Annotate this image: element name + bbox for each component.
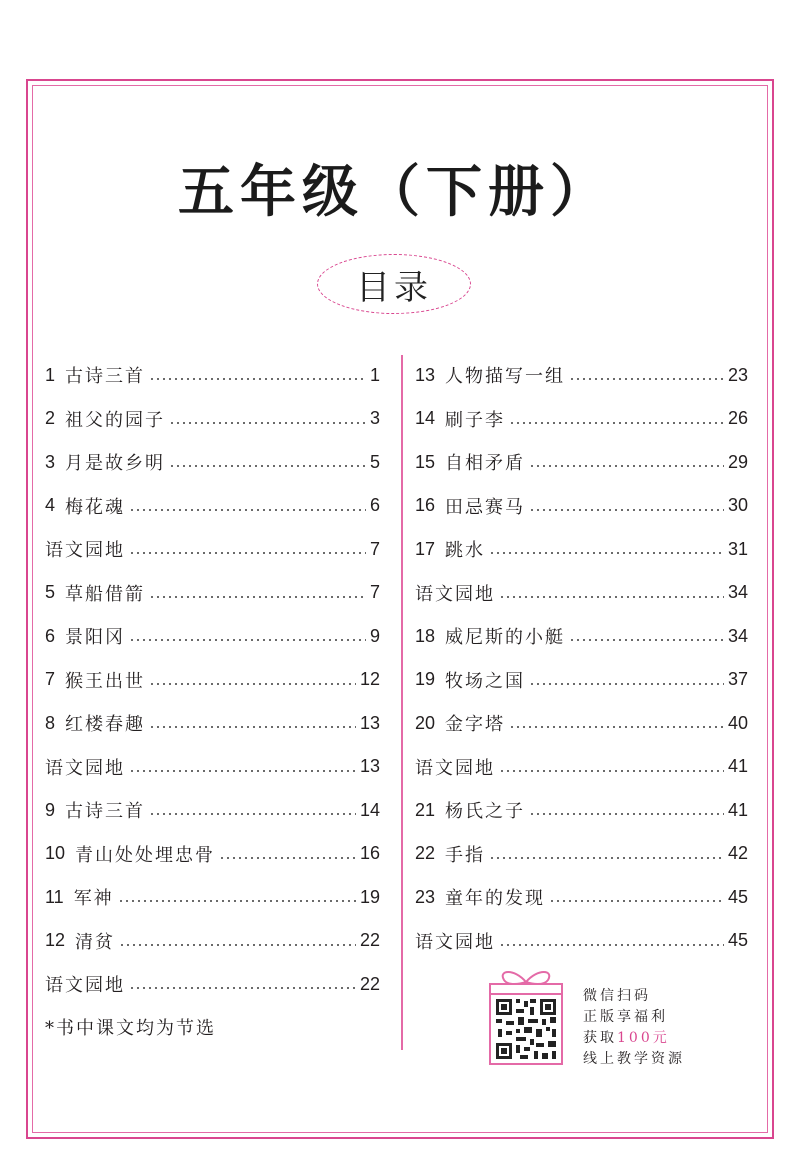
toc-entry-number: 5	[45, 582, 56, 602]
toc-entry[interactable]	[415, 795, 748, 825]
toc-entry-title: 牧场之国	[445, 670, 526, 692]
toc-leader-dots	[569, 378, 724, 380]
toc-entry-page: 30	[727, 495, 748, 515]
toc-entry[interactable]	[415, 534, 748, 564]
toc-entry-title: 语文园地	[45, 975, 125, 996]
toc-leader-dots	[529, 509, 724, 511]
toc-entry-page: 41	[727, 756, 748, 776]
toc-leader-dots	[149, 596, 366, 598]
toc-entry-title: 金字塔	[445, 714, 506, 735]
toc-entry-number: 2	[45, 408, 56, 428]
toc-entry[interactable]	[45, 621, 380, 651]
toc-entry[interactable]	[45, 404, 380, 434]
toc-entry[interactable]	[45, 969, 380, 999]
toc-entry[interactable]	[45, 447, 380, 477]
toc-entry-title: 手指	[445, 844, 486, 866]
toc-entry-title: 语文园地	[45, 540, 125, 561]
toc-entry[interactable]	[45, 360, 380, 390]
qr-line-2: 正版享福利	[583, 1009, 668, 1025]
toc-leader-dots	[569, 639, 724, 641]
toc-entry[interactable]	[415, 491, 748, 521]
toc-entry-title: 景阳冈	[65, 627, 126, 648]
toc-entry-number: 19	[415, 669, 436, 689]
toc-entry-page: 7	[369, 582, 380, 602]
toc-entry-title: 梅花魂	[65, 496, 126, 518]
toc-entry-title: 军神	[73, 888, 114, 909]
toc-entry-title: 古诗三首	[65, 801, 146, 822]
toc-entry-page: 14	[359, 799, 380, 820]
toc-entry-title: 语文园地	[415, 757, 495, 779]
toc-entry-title: 草船借箭	[65, 583, 146, 605]
toc-entry-page: 45	[727, 886, 748, 907]
column-divider	[401, 355, 403, 1050]
toc-entry-title: 祖父的园子	[65, 409, 166, 431]
footnote: *书中课文均为节选	[45, 1018, 216, 1039]
toc-leader-dots	[149, 726, 356, 728]
toc-entry-page: 34	[727, 625, 748, 646]
toc-entry-number: 1	[45, 364, 56, 385]
toc-entry-title: 清贫	[75, 931, 116, 953]
toc-entry-number: 4	[45, 495, 56, 515]
toc-entry-number: 10	[45, 843, 66, 863]
qr-line-3	[583, 1028, 685, 1049]
toc-entry[interactable]	[45, 752, 380, 782]
qr-line-4: 线上教学资源	[583, 1051, 685, 1067]
qr-promo-text	[583, 986, 685, 1070]
toc-entry[interactable]	[415, 447, 748, 477]
toc-entry[interactable]	[45, 534, 380, 564]
toc-leader-dots	[119, 944, 356, 946]
toc-entry[interactable]	[45, 926, 380, 956]
toc-leader-dots	[489, 857, 724, 859]
toc-entry-number: 15	[415, 451, 436, 472]
toc-entry-number: 13	[415, 364, 436, 385]
toc-entry-title: 青山处处埋忠骨	[75, 844, 216, 866]
page-title: 五年级（下册）	[178, 160, 612, 225]
toc-entry-page: 5	[369, 451, 380, 472]
toc-entry-page: 40	[727, 712, 748, 733]
toc-entry-number: 6	[45, 625, 56, 646]
toc-entry-number: 23	[415, 886, 436, 907]
toc-entry-page: 7	[369, 538, 380, 559]
toc-entry-page: 31	[727, 538, 748, 559]
toc-entry[interactable]	[45, 665, 380, 695]
toc-leader-dots	[499, 596, 724, 598]
toc-entry-title: 自相矛盾	[445, 453, 526, 474]
toc-leader-dots	[129, 509, 366, 511]
toc-entry-title: 红楼春趣	[65, 714, 146, 735]
toc-leader-dots	[549, 900, 724, 902]
toc-leader-dots	[169, 465, 366, 467]
qr-line-3-highlight: 100元	[617, 1030, 670, 1046]
toc-entry[interactable]	[415, 882, 748, 912]
toc-entry-title: 童年的发现	[445, 888, 546, 909]
toc-entry[interactable]	[415, 752, 748, 782]
toc-entry-page: 1	[369, 364, 380, 385]
toc-entry[interactable]	[45, 795, 380, 825]
toc-entry-number: 21	[415, 799, 436, 820]
toc-entry-page: 29	[727, 451, 748, 472]
toc-leader-dots	[149, 813, 356, 815]
toc-badge	[317, 254, 471, 314]
toc-entry-number: 17	[415, 538, 436, 559]
toc-leader-dots	[129, 552, 366, 554]
qr-line-1: 微信扫码	[583, 988, 651, 1004]
toc-leader-dots	[529, 465, 724, 467]
toc-entry-page: 34	[727, 582, 748, 602]
toc-entry-page: 16	[359, 843, 380, 863]
toc-entry[interactable]	[415, 926, 748, 956]
toc-entry-page: 19	[359, 886, 380, 907]
toc-entry-number: 20	[415, 712, 436, 733]
toc-entry-page: 42	[727, 843, 748, 863]
toc-entry-title: 语文园地	[415, 583, 495, 605]
toc-leader-dots	[499, 944, 724, 946]
toc-entry-title: 田忌赛马	[445, 496, 526, 518]
gift-qr-icon[interactable]	[484, 966, 568, 1066]
toc-entry[interactable]	[45, 578, 380, 608]
toc-entry-number: 8	[45, 712, 56, 733]
toc-leader-dots	[169, 422, 366, 424]
toc-entry[interactable]	[415, 404, 748, 434]
toc-entry[interactable]	[415, 621, 748, 651]
toc-entry-number: 3	[45, 451, 56, 472]
toc-entry[interactable]	[45, 491, 380, 521]
toc-leader-dots	[529, 683, 724, 685]
toc-entry-page: 3	[369, 408, 380, 428]
toc-entry-number: 22	[415, 843, 436, 863]
toc-entry-title: 语文园地	[415, 931, 495, 953]
toc-entry-number: 9	[45, 799, 56, 820]
toc-entry-title: 杨氏之子	[445, 801, 526, 822]
toc-leader-dots	[509, 422, 724, 424]
toc-entry-page: 9	[369, 625, 380, 646]
toc-entry-number: 11	[45, 886, 64, 907]
toc-entry-page: 6	[369, 495, 380, 515]
toc-entry-number: 12	[45, 930, 66, 950]
toc-entry-number: 16	[415, 495, 436, 515]
toc-entry[interactable]	[415, 578, 748, 608]
toc-entry-title: 古诗三首	[65, 366, 146, 387]
toc-entry-page: 12	[359, 669, 380, 689]
toc-entry-page: 41	[727, 799, 748, 820]
toc-leader-dots	[118, 900, 356, 902]
toc-entry-title: 猴王出世	[65, 670, 146, 692]
toc-entry-page: 26	[727, 408, 748, 428]
qr-line-3-prefix: 获取	[583, 1030, 617, 1046]
toc-entry-page: 45	[727, 930, 748, 950]
toc-entry[interactable]	[415, 839, 748, 869]
toc-leader-dots	[499, 770, 724, 772]
toc-entry[interactable]	[415, 708, 748, 738]
toc-entry-title: 人物描写一组	[445, 366, 566, 387]
toc-entry-page: 23	[727, 364, 748, 385]
toc-entry[interactable]	[45, 708, 380, 738]
toc-entry-number: 7	[45, 669, 56, 689]
toc-entry[interactable]	[415, 665, 748, 695]
toc-entry-page: 13	[359, 712, 380, 733]
toc-leader-dots	[149, 683, 356, 685]
toc-entry[interactable]	[45, 882, 380, 912]
toc-leader-dots	[129, 987, 356, 989]
toc-entry-title: 语文园地	[45, 757, 125, 779]
toc-label: 目录	[356, 267, 432, 308]
toc-entry-title: 月是故乡明	[65, 453, 166, 474]
toc-entry-title: 刷子李	[445, 409, 506, 431]
toc-entry-page: 22	[359, 930, 380, 950]
toc-leader-dots	[489, 552, 724, 554]
toc-leader-dots	[129, 770, 356, 772]
toc-leader-dots	[149, 378, 366, 380]
toc-entry-number: 14	[415, 408, 436, 428]
toc-entry-page: 13	[359, 756, 380, 776]
toc-entry-page: 37	[727, 669, 748, 689]
toc-entry[interactable]	[415, 360, 748, 390]
toc-leader-dots	[129, 639, 366, 641]
toc-leader-dots	[509, 726, 724, 728]
toc-entry[interactable]	[45, 839, 380, 869]
toc-entry-title: 跳水	[445, 540, 486, 561]
toc-leader-dots	[529, 813, 724, 815]
toc-entry-title: 威尼斯的小艇	[445, 627, 566, 648]
toc-leader-dots	[219, 857, 356, 859]
toc-entry-number: 18	[415, 625, 436, 646]
toc-entry-page: 22	[359, 973, 380, 994]
